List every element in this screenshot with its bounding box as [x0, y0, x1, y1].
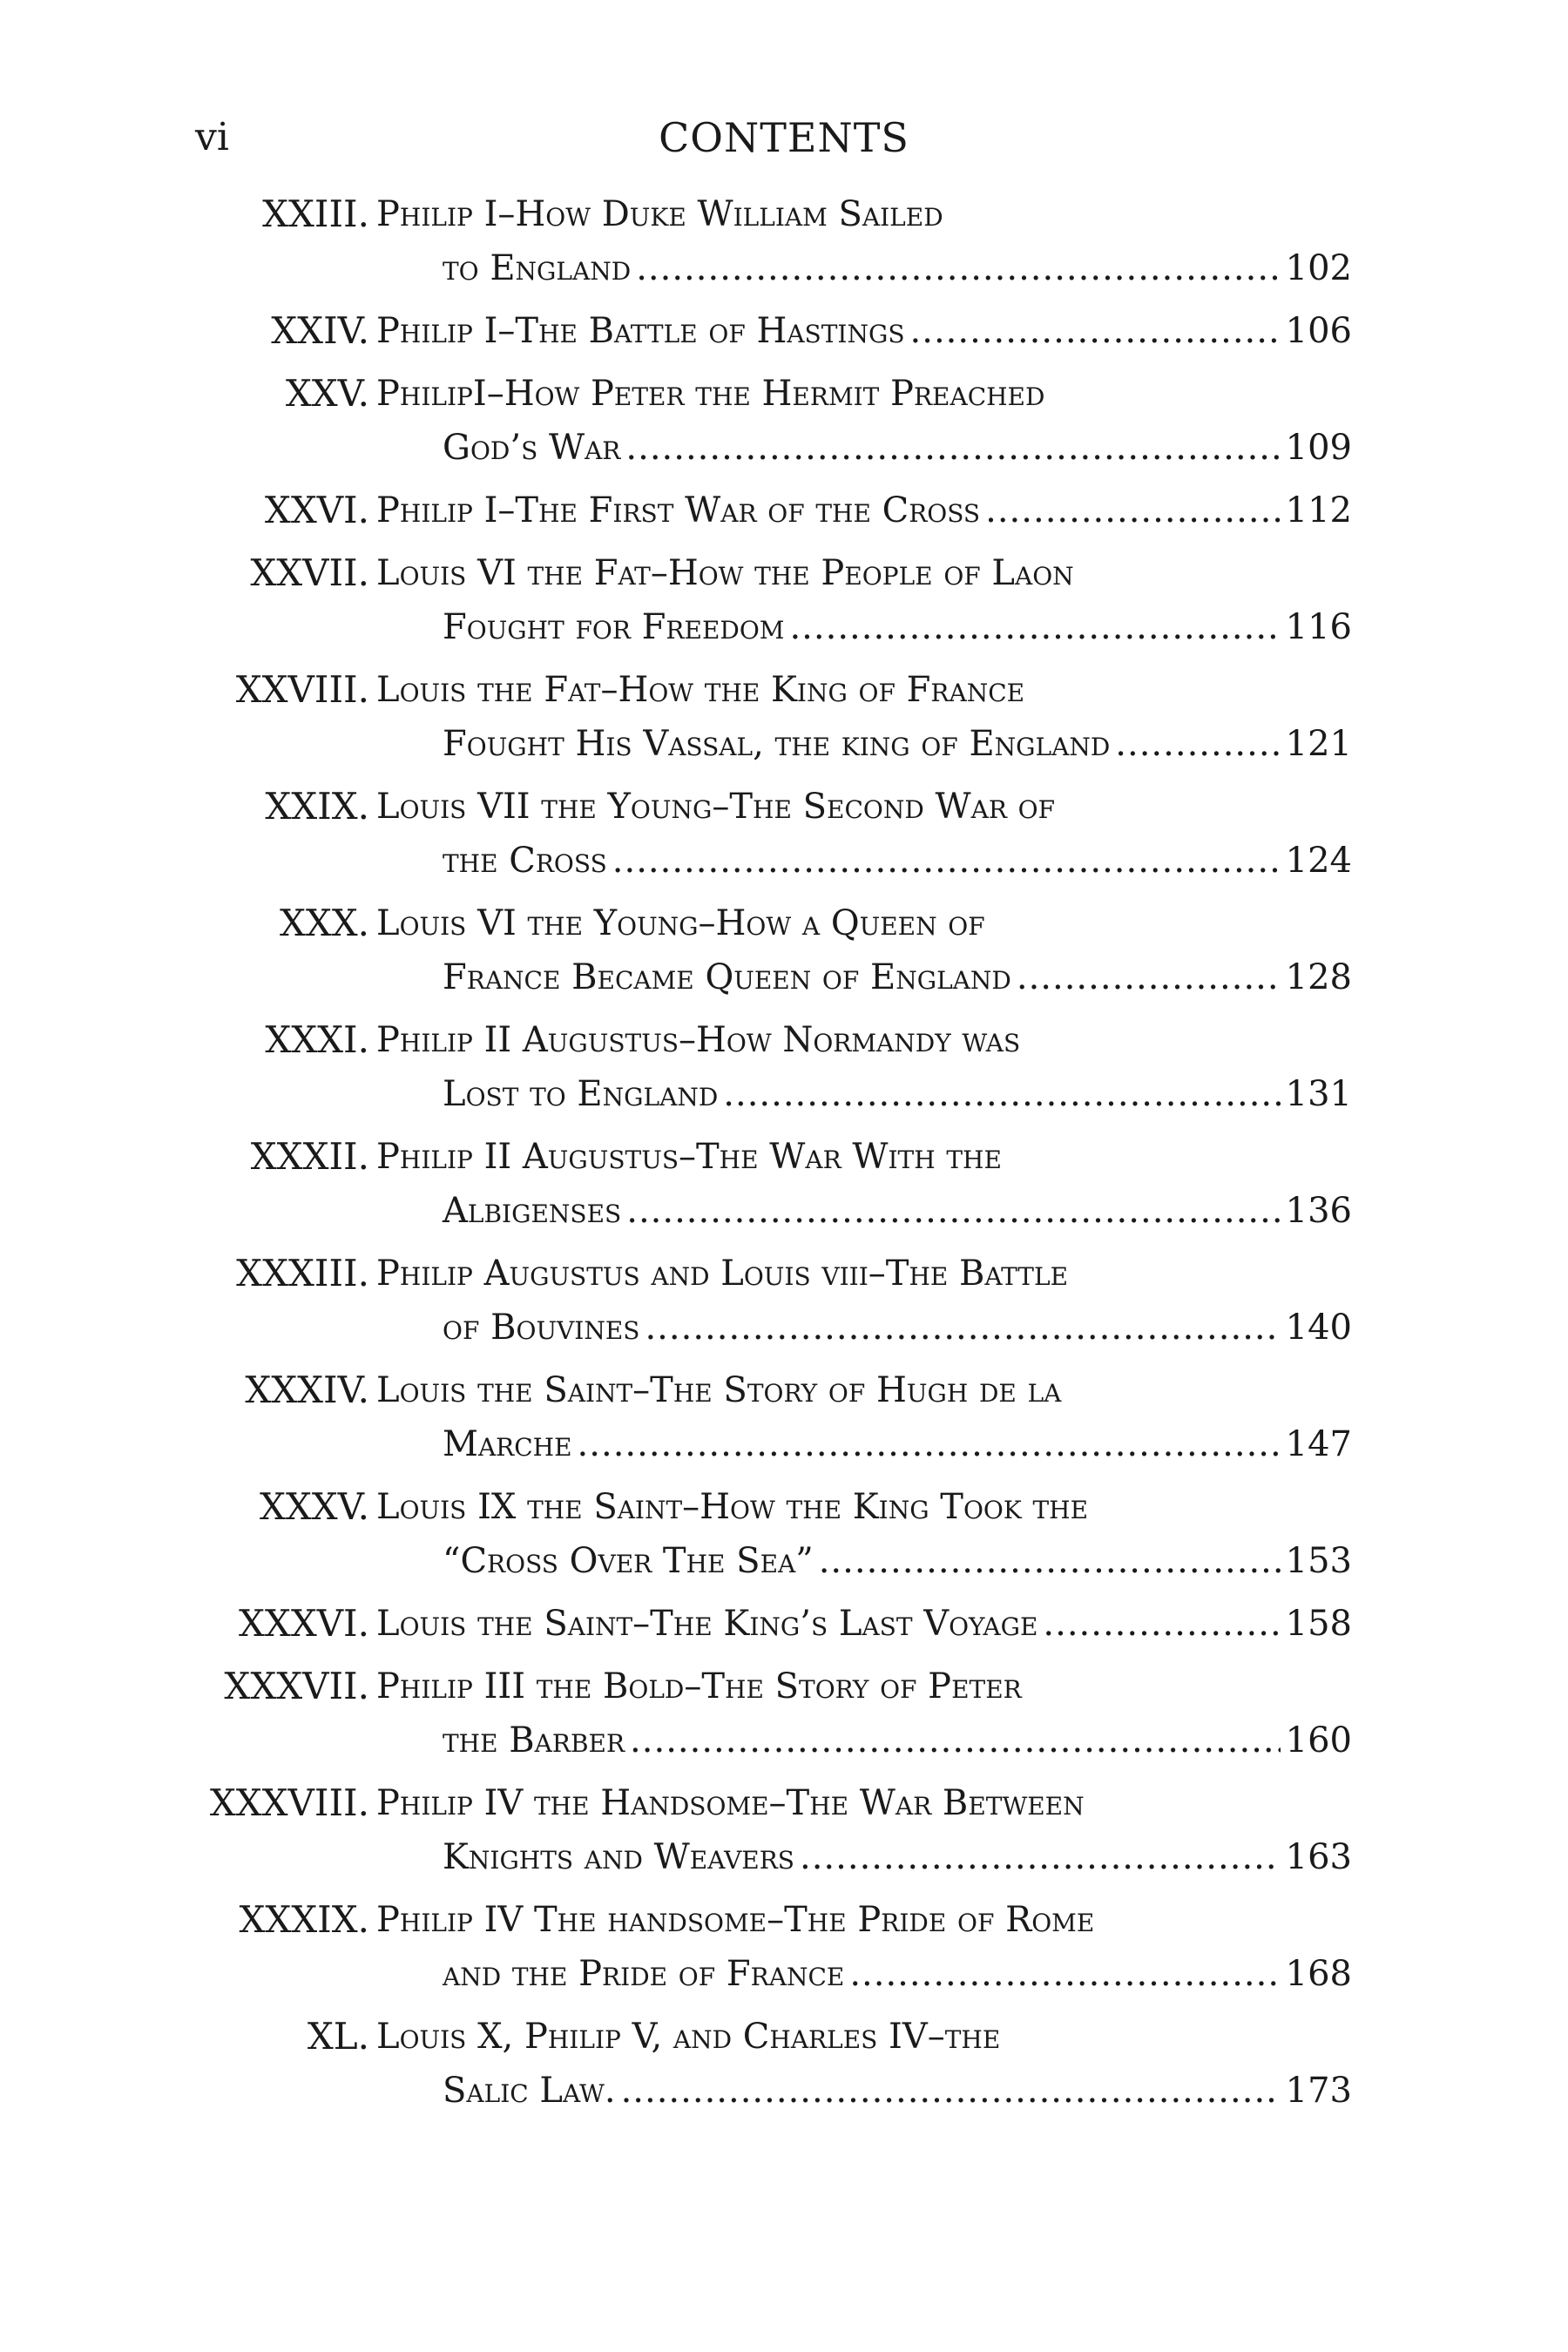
- dot-leader: [1043, 1597, 1280, 1651]
- chapter-title: Louis IX the Saint–How the King Took the: [376, 1487, 1089, 1527]
- dot-leader: [985, 483, 1281, 537]
- dot-leader: [636, 241, 1280, 295]
- chapter-number: XXV.: [285, 372, 369, 415]
- chapter-number: XXXVII.: [224, 1665, 369, 1707]
- chapter-number: XXVIII.: [235, 668, 369, 711]
- page-ref: 153: [1285, 1541, 1352, 1581]
- dot-leader: [723, 1067, 1280, 1121]
- page-ref: 147: [1285, 1424, 1352, 1464]
- chapter-title-continued: Albigenses: [443, 1191, 622, 1231]
- chapter-title-continued: Lost to England: [443, 1074, 719, 1114]
- toc-entry: [0, 1597, 1568, 1651]
- page-ref: 173: [1285, 2071, 1352, 2111]
- chapter-number: XXXV.: [259, 1485, 369, 1528]
- chapter-title-continued: Salic Law.: [443, 2071, 616, 2111]
- dot-leader: [789, 600, 1280, 654]
- chapter-title: Philip IV the Handsome–The War Between: [376, 1783, 1085, 1823]
- chapter-title-continued: God’s War: [443, 428, 621, 468]
- toc-entry: [0, 1013, 1568, 1121]
- chapter-title-continued: Knights and Weavers: [443, 1837, 794, 1877]
- chapter-title-continued: Marche: [443, 1424, 572, 1464]
- chapter-title-continued: the Cross: [443, 841, 607, 881]
- page-ref: 112: [1285, 490, 1352, 531]
- dot-leader: [910, 304, 1281, 358]
- toc-entry: [0, 304, 1568, 358]
- toc-entry: [0, 1130, 1568, 1238]
- toc-entry: [0, 896, 1568, 1004]
- page-ref: 106: [1285, 311, 1352, 351]
- toc-entry: [0, 663, 1568, 771]
- chapter-number: XXVI.: [264, 489, 369, 531]
- dot-leader: [819, 1534, 1281, 1588]
- chapter-number: XXVII.: [250, 551, 369, 594]
- chapter-number: XXXII.: [250, 1135, 369, 1178]
- chapter-title-continued: Fought for Freedom: [443, 607, 785, 647]
- toc-entry: [0, 1776, 1568, 1884]
- chapter-title: Philip II Augustus–The War With the: [376, 1137, 1002, 1177]
- chapter-number: XXIX.: [265, 785, 369, 828]
- chapter-number: XXX.: [279, 902, 369, 944]
- toc-entry: [0, 367, 1568, 475]
- chapter-number: XXXIV.: [245, 1369, 369, 1411]
- dot-leader: [630, 1713, 1281, 1767]
- chapter-title: Louis VII the Young–The Second War of: [376, 787, 1055, 827]
- page-ref: 109: [1285, 428, 1352, 468]
- chapter-title: PhilipI–How Peter the Hermit Preached: [376, 374, 1045, 414]
- chapter-title: Philip I–The First War of the Cross: [376, 490, 981, 531]
- page-number: vi: [195, 115, 229, 159]
- page-ref: 160: [1285, 1720, 1352, 1761]
- page-ref: 168: [1285, 1954, 1352, 1994]
- chapter-number: XXIV.: [271, 309, 369, 352]
- toc-entry: [0, 546, 1568, 654]
- page-ref: 163: [1285, 1837, 1352, 1877]
- chapter-title-continued: and the Pride of France: [443, 1954, 845, 1994]
- dot-leader: [800, 1830, 1281, 1884]
- chapter-title-continued: France Became Queen of England: [443, 957, 1011, 997]
- toc-entry: [0, 2010, 1568, 2118]
- chapter-number: XXIII.: [262, 193, 369, 235]
- chapter-title: Louis the Fat–How the King of France: [376, 670, 1025, 710]
- chapter-title: Louis X, Philip V, and Charles IV–the: [376, 2017, 1001, 2057]
- page-ref: 140: [1285, 1308, 1352, 1348]
- toc-entry: [0, 187, 1568, 295]
- chapter-number: XXXIII.: [236, 1252, 369, 1294]
- toc-entry: [0, 1480, 1568, 1588]
- dot-leader: [621, 2064, 1281, 2118]
- dot-leader: [849, 1947, 1280, 2001]
- page-ref: 131: [1285, 1074, 1352, 1114]
- toc-entry: [0, 1659, 1568, 1767]
- page-ref: 102: [1285, 248, 1352, 288]
- toc-entry: [0, 1893, 1568, 2001]
- chapter-title-continued: to England: [443, 248, 632, 288]
- chapter-number: XXXVI.: [239, 1602, 369, 1645]
- chapter-title: Louis VI the Fat–How the People of Laon: [376, 553, 1074, 593]
- dot-leader: [645, 1301, 1280, 1355]
- chapter-title: Philip III the Bold–The Story of Peter: [376, 1666, 1022, 1707]
- dot-leader: [626, 1184, 1280, 1238]
- dot-leader: [578, 1417, 1281, 1471]
- chapter-title-continued: of Bouvines: [443, 1308, 640, 1348]
- chapter-title: Philip I–The Battle of Hastings: [376, 311, 905, 351]
- chapter-title-continued: Fought His Vassal, the king of England: [443, 724, 1111, 764]
- page-ref: 121: [1285, 724, 1352, 764]
- chapter-number: XXXIX.: [239, 1898, 369, 1941]
- chapter-number: XXXI.: [265, 1018, 369, 1061]
- table-of-contents: [0, 187, 1568, 2126]
- toc-entry: [0, 1363, 1568, 1471]
- toc-entry: [0, 780, 1568, 888]
- dot-leader: [612, 834, 1281, 888]
- chapter-title: Louis VI the Young–How a Queen of: [376, 903, 985, 943]
- chapter-title: Philip I–How Duke William Sailed: [376, 194, 943, 234]
- chapter-title: Louis the Saint–The King’s Last Voyage: [376, 1604, 1038, 1644]
- toc-entry: [0, 483, 1568, 537]
- dot-leader: [1115, 717, 1280, 771]
- page-ref: 116: [1285, 607, 1352, 647]
- chapter-title: Philip IV The handsome–The Pride of Rome: [376, 1900, 1095, 1940]
- page-ref: 124: [1285, 841, 1352, 881]
- page-ref: 158: [1285, 1604, 1352, 1644]
- page-ref: 128: [1285, 957, 1352, 997]
- chapter-title: Louis the Saint–The Story of Hugh de la: [376, 1370, 1062, 1410]
- dot-leader: [625, 421, 1280, 475]
- running-head: CONTENTS: [659, 114, 909, 161]
- toc-entry: [0, 1247, 1568, 1355]
- page-ref: 136: [1285, 1191, 1352, 1231]
- chapter-number: XXXVIII.: [209, 1781, 369, 1824]
- chapter-title-continued: “Cross Over The Sea”: [443, 1541, 814, 1581]
- chapter-title-continued: the Barber: [443, 1720, 625, 1761]
- dot-leader: [1017, 950, 1281, 1004]
- chapter-title: Philip II Augustus–How Normandy was: [376, 1020, 1021, 1060]
- chapter-number: XL.: [307, 2015, 369, 2058]
- chapter-title: Philip Augustus and Louis viii–The Battle: [376, 1254, 1069, 1294]
